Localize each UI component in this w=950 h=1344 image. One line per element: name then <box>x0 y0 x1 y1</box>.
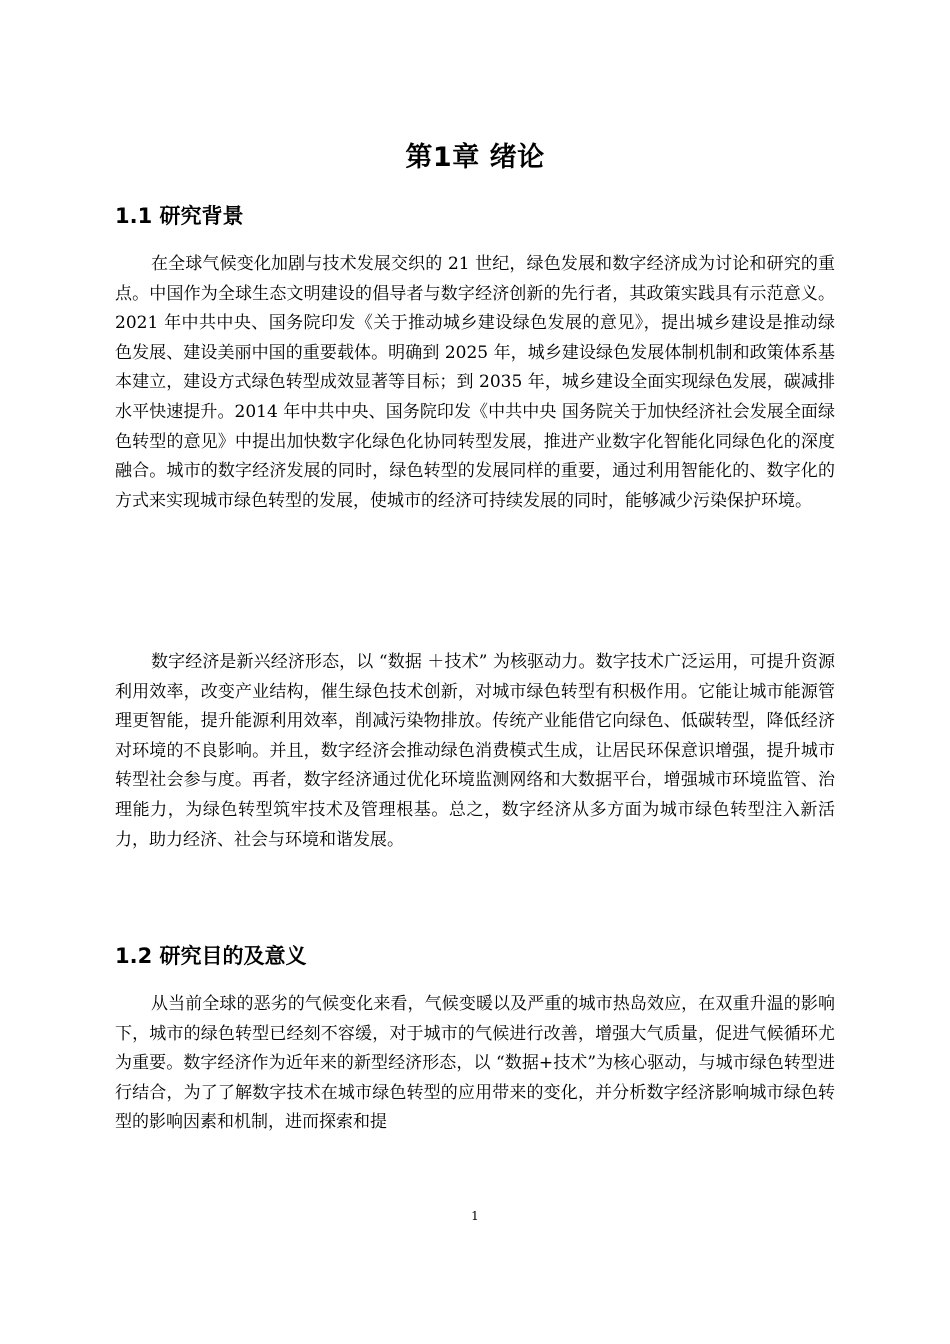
section-heading-1-1: 1.1 研究背景 <box>115 204 244 228</box>
paragraph-purpose-1: 从当前全球的恶劣的气候变化来看，气候变暖以及严重的城市热岛效应，在双重升温的影响下，城市的绿色转型已经刻不容缓，对于城市的气候进行改善，增强大气质量，促进气候循环尤为重要。数字经济作为近年来的新型经济形态，以 “数据+技术”为核心驱动，与城市绿色转型进行结合，为了了解数字技术在城市绿色转型的应用带来的变化，并分析数字经济影响城市绿色转型的影响因素和机制，进而探索和提 <box>115 994 835 1133</box>
page-number: 1 <box>471 1209 479 1223</box>
paragraph-background-2: 数字经济是新兴经济形态，以 “数据 ＋技术” 为核驱动力。数字技术广泛运用，可提升资源利用效率，改变产业结构，催生绿色技术创新，对城市绿色转型有积极作用。它能让城市能源管理更智能，提升能源利用效率，削减污染物排放。传统产业能借它向绿色、低碳转型，降低经济对环境的不良影响。并且，数字经济会推动绿色消费模式生成，让居民环保意识增强，提升城市转型社会参与度。再者，数字经济通过优化环境监测网络和大数据平台，增强城市环境监管、治理能力，为绿色转型筑牢技术及管理根基。总之，数字经济从多方面为城市绿色转型注入新活力，助力经济、社会与环境和谐发展。 <box>115 652 835 850</box>
paragraph-background-1: 在全球气候变化加剧与技术发展交织的 21 世纪，绿色发展和数字经济成为讨论和研究的重点。中国作为全球生态文明建设的倡导者与数字经济创新的先行者，其政策实践具有示范意义。2021 年中共中央、国务院印发《关于推动城乡建设绿色发展的意见》，提出城乡建设是推动绿色发展、建设美丽中国的重要载体。明确到 2025 年，城乡建设绿色发展体制机制和政策体系基本建立，建设方式绿色转型成效显著等目标；到 2035 年，城乡建设全面实现绿色发展，碳减排水平快速提升。2014 年中共中央、国务院印发《中共中央 国务院关于加快经济社会发展全面绿色转型的意见》中提出加快数字化绿色化协同转型发展，推进产业数字化智能化同绿色化的深度融合。城市的数字经济发展的同时，绿色转型的发展同样的重要，通过利用智能化的、数字化的方式来实现城市绿色转型的发展，使城市的经济可持续发展的同时，能够减少污染保护环境。 <box>115 254 835 511</box>
section-heading-1-2: 1.2 研究目的及意义 <box>115 944 307 968</box>
chapter-title: 第1章 绪论 <box>405 142 545 173</box>
